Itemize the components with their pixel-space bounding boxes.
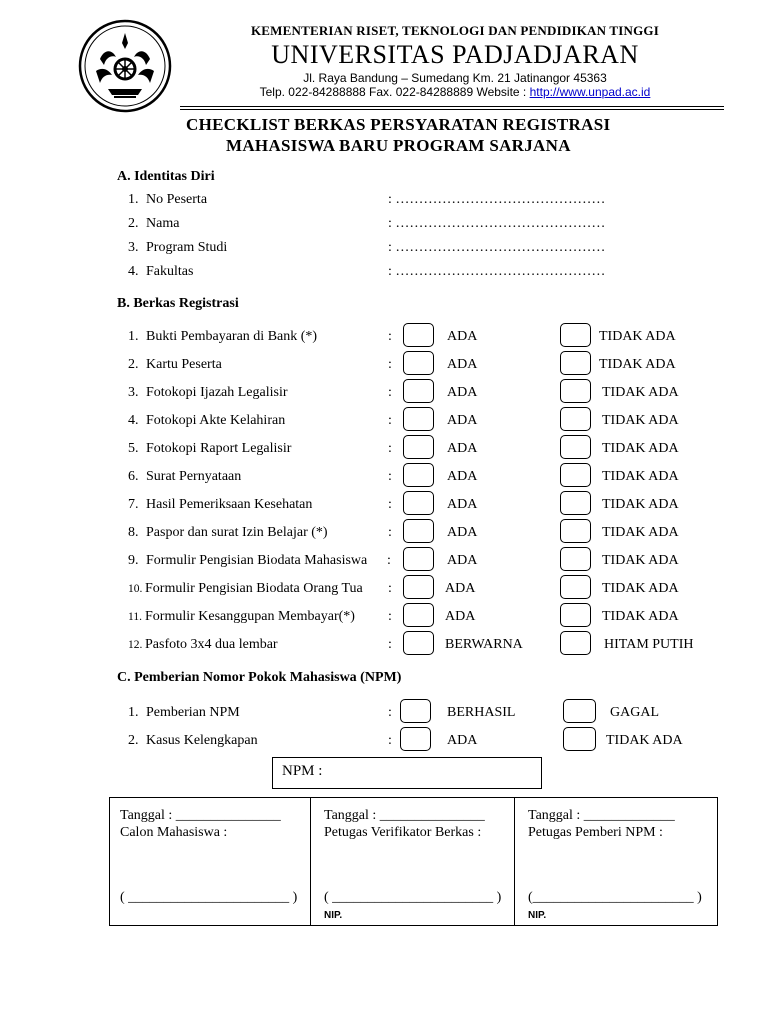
checkbox-opt1-label: ADA [447,525,478,540]
signature-role: Calon Mahasiswa : [120,825,228,840]
npm-label: Kasus Kelengkapan [146,733,258,748]
identity-num: 1. [128,192,139,207]
checkbox-opt2[interactable] [560,603,591,627]
checkbox-opt2[interactable] [560,575,591,599]
document-title-line1: CHECKLIST BERKAS PERSYARATAN REGISTRASI [186,115,611,134]
signature-nip-label: NIP. [324,910,343,921]
checklist-num: 2. [128,357,139,372]
checklist-label: Fotokopi Raport Legalisir [146,441,292,456]
checkbox-opt1-label: BERWARNA [445,637,523,652]
checkbox-opt2-label: HITAM PUTIH [604,637,694,652]
section-a-heading: A. Identitas Diri [117,169,215,184]
npm-opt1-label: BERHASIL [447,705,516,720]
checkbox-opt2-label: TIDAK ADA [602,525,679,540]
checkbox-opt1[interactable] [403,407,434,431]
checklist-num: 3. [128,385,139,400]
identity-field-program-studi[interactable]: : ……………………………………… [388,240,606,255]
university-contact [0,85,768,99]
header-rule-thin [180,109,724,110]
header-rule [180,106,724,107]
checklist-label: Kartu Peserta [146,357,222,372]
checkbox-opt1-label: ADA [445,581,476,596]
checkbox-opt1[interactable] [403,547,434,571]
checkbox-opt2-label: TIDAK ADA [602,469,679,484]
checklist-colon: : [388,609,392,624]
signature-divider [514,797,515,926]
checkbox-opt1-label: ADA [447,553,478,568]
checkbox-opt1-label: ADA [447,413,478,428]
checkbox-opt1-label: ADA [447,357,478,372]
checklist-num: 11. [128,611,142,623]
university-name: UNIVERSITAS PADJADJARAN [271,40,639,69]
identity-field-fakultas[interactable]: : ……………………………………… [388,264,606,279]
website-link[interactable]: http://www.unpad.ac.id [529,85,651,99]
signature-date-field[interactable]: Tanggal : _____________ [528,808,675,823]
checkbox-opt2[interactable] [560,351,591,375]
checkbox-opt2[interactable] [560,435,591,459]
signature-role: Petugas Pemberi NPM : [528,825,663,840]
signature-date-field[interactable]: Tanggal : _______________ [120,808,281,823]
checklist-colon: : [388,441,392,456]
npm-num: 1. [128,705,139,720]
checkbox-opt1-label: ADA [445,609,476,624]
checklist-num: 6. [128,469,139,484]
checklist-colon: : [388,413,392,428]
checklist-colon: : [387,553,391,568]
identity-field-no-peserta[interactable]: : ……………………………………… [388,192,606,207]
checkbox-opt1[interactable] [403,379,434,403]
checklist-label: Surat Pernyataan [146,469,242,484]
signature-name-field[interactable]: ( _______________________ ) [324,890,502,905]
contact-text: Telp. 022-84288888 Fax. 022-84288889 Website : [259,85,530,99]
checklist-num: 4. [128,413,139,428]
checklist-num: 5. [128,441,139,456]
signature-role: Petugas Verifikator Berkas : [324,825,482,840]
npm-label: Pemberian NPM [146,705,240,720]
checkbox-opt1[interactable] [403,631,434,655]
checkbox-opt2[interactable] [560,519,591,543]
checkbox-opt2-label: TIDAK ADA [602,581,679,596]
checklist-colon: : [388,469,392,484]
ministry-name: KEMENTERIAN RISET, TEKNOLOGI DAN PENDIDIKAN TINGGI [250,23,660,38]
checklist-label: Formulir Kesanggupan Membayar(*) [145,609,355,624]
checkbox-opt2[interactable] [560,631,591,655]
checkbox-opt2-label: TIDAK ADA [602,609,679,624]
checkbox-opt1[interactable] [403,351,434,375]
checklist-num: 8. [128,525,139,540]
checkbox-opt2[interactable] [560,323,591,347]
checklist-num: 9. [128,553,139,568]
checkbox-opt1[interactable] [403,323,434,347]
signature-divider [310,797,311,926]
checklist-colon: : [388,497,392,512]
checklist-num: 12. [128,639,143,651]
section-c-heading: C. Pemberian Nomor Pokok Mahasiswa (NPM) [117,670,402,685]
document-title-line2: MAHASISWA BARU PROGRAM SARJANA [226,136,571,155]
identity-label: Nama [146,216,180,231]
npm-label: NPM : [282,763,323,779]
checkbox-opt1[interactable] [403,575,434,599]
checkbox-opt2-label: TIDAK ADA [602,385,679,400]
checklist-colon: : [388,581,392,596]
checklist-label: Formulir Pengisian Biodata Orang Tua [145,581,363,596]
checkbox-opt1-label: ADA [447,385,478,400]
checklist-label: Paspor dan surat Izin Belajar (*) [146,525,328,540]
checklist-num: 1. [128,329,139,344]
university-address: Jl. Raya Bandung – Sumedang Km. 21 Jatinangor 45363 [303,71,607,85]
checkbox-opt2-label: TIDAK ADA [602,413,679,428]
checkbox-opt2[interactable] [560,463,591,487]
npm-checkbox-opt2[interactable] [563,727,596,751]
identity-label: No Peserta [146,192,208,207]
identity-label: Fakultas [146,264,194,279]
checklist-label: Pasfoto 3x4 dua lembar [145,637,278,652]
identity-num: 3. [128,240,139,255]
checklist-label: Fotokopi Ijazah Legalisir [146,385,288,400]
checklist-num: 10. [128,583,143,595]
checklist-colon: : [388,357,392,372]
checkbox-opt1[interactable] [403,491,434,515]
checklist-num: 7. [128,497,139,512]
checkbox-opt1-label: ADA [447,329,478,344]
checkbox-opt2-label: TIDAK ADA [602,441,679,456]
signature-nip-label: NIP. [528,910,547,921]
checkbox-opt2[interactable] [560,491,591,515]
npm-checkbox-opt2[interactable] [563,699,596,723]
checklist-label: Hasil Pemeriksaan Kesehatan [146,497,313,512]
npm-opt1-label: ADA [447,733,478,748]
checkbox-opt1-label: ADA [447,441,478,456]
signature-date-field[interactable]: Tanggal : _______________ [324,808,485,823]
checkbox-opt1[interactable] [403,603,434,627]
npm-checkbox-opt1[interactable] [400,699,431,723]
checklist-label: Fotokopi Akte Kelahiran [146,413,286,428]
checkbox-opt1-label: ADA [447,497,478,512]
checklist-colon: : [388,525,392,540]
npm-checkbox-opt1[interactable] [400,727,431,751]
checkbox-opt2[interactable] [560,407,591,431]
checklist-colon: : [388,329,392,344]
identity-num: 4. [128,264,139,279]
checkbox-opt2-label: TIDAK ADA [599,329,676,344]
checkbox-opt1[interactable] [403,463,434,487]
identity-label: Program Studi [146,240,228,255]
npm-colon: : [388,705,392,720]
checkbox-opt2[interactable] [560,379,591,403]
checklist-label: Bukti Pembayaran di Bank (*) [146,329,318,344]
checkbox-opt1-label: ADA [447,469,478,484]
npm-num: 2. [128,733,139,748]
checkbox-opt1[interactable] [403,519,434,543]
checkbox-opt2-label: TIDAK ADA [602,553,679,568]
npm-opt2-label: GAGAL [610,705,659,720]
section-b-heading: B. Berkas Registrasi [117,296,239,311]
checklist-label: Formulir Pengisian Biodata Mahasiswa [146,553,368,568]
checkbox-opt1[interactable] [403,435,434,459]
npm-opt2-label: TIDAK ADA [606,733,683,748]
checklist-colon: : [388,385,392,400]
signature-name-field[interactable]: (_______________________ ) [528,890,702,905]
checkbox-opt2[interactable] [560,547,591,571]
npm-colon: : [388,733,392,748]
checkbox-opt2-label: TIDAK ADA [602,497,679,512]
identity-num: 2. [128,216,139,231]
checkbox-opt2-label: TIDAK ADA [599,357,676,372]
identity-field-nama[interactable]: : ……………………………………… [388,216,606,231]
signature-name-field[interactable]: ( _______________________ ) [120,890,298,905]
checklist-colon: : [388,637,392,652]
